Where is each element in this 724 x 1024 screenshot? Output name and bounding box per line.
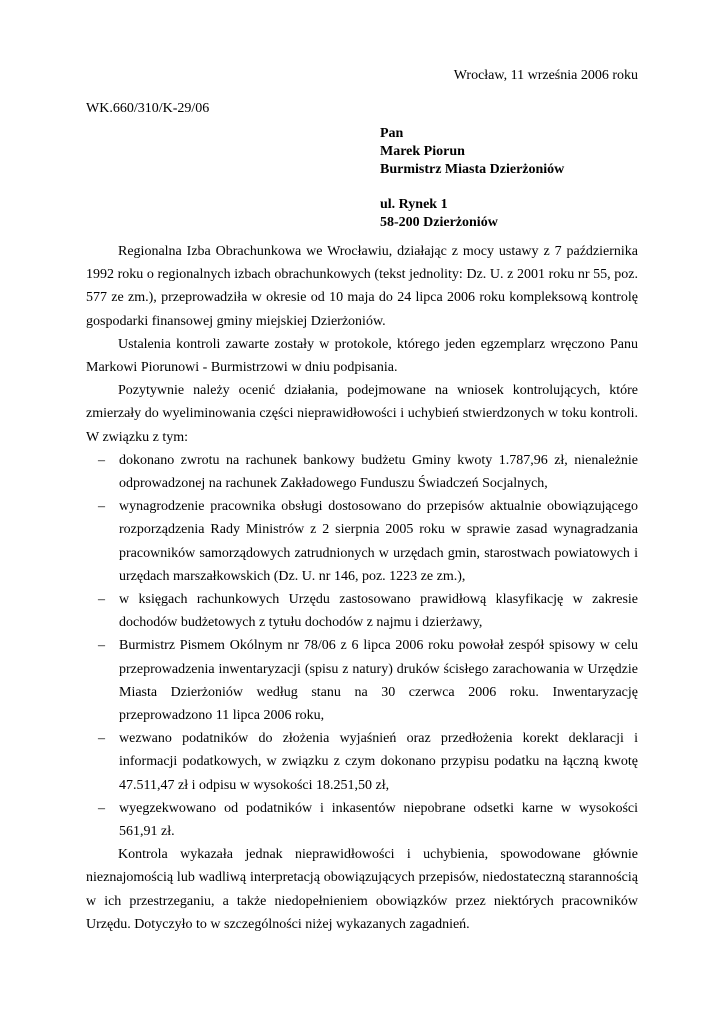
list-item: [86, 449, 638, 495]
paragraph-intro: Regionalna Izba Obrachunkowa we Wrocławiu, działając z mocy ustawy z 7 października 1992 roku o regionalnych izbach obrachunkowych (tekst jednolity: Dz. U. z 2001 roku nr 55, poz. 577 ze zm.), przeprowadziła w okresie od 10 maja do 24 lipca 2006 roku kompleksową kontrolę gospodarki finansowej gminy miejskiej Dzierżoniów.: [86, 244, 638, 329]
list-item-text: dokonano zwrotu na rachunek bankowy budżetu Gminy kwoty 1.787,96 zł, nienależnie odprowadzonej na rachunek Zakładowego Funduszu Świadczeń Socjalnych,: [119, 452, 638, 492]
letter-body: [86, 240, 638, 936]
dash-bullet: –: [98, 452, 105, 468]
paragraph-findings: Kontrola wykazała jednak nieprawidłowości i uchybienia, spowodowane głównie nieznajomością lub wadliwą interpretacją obowiązujących przepisów, niedostateczną starannością w ich przestrzeganiu, a także niedopełnieniem obowiązków przez niektórych pracowników Urzędu. Dotyczyło to w szczególności niżej wykazanych zagadnień.: [86, 847, 638, 932]
dash-bullet: –: [98, 800, 105, 816]
paragraph-positive: Pozytywnie należy ocenić działania, podejmowane na wniosek kontrolujących, które zmierzały do wyeliminowania części nieprawidłowości i uchybień stwierdzonych w toku kontroli. W związku z tym:: [86, 383, 638, 445]
dash-bullet: –: [98, 499, 105, 515]
addressee-street: ul. Rynek 1: [380, 197, 448, 212]
list-item: [86, 495, 638, 588]
paragraph-protocol: Ustalenia kontroli zawarte zostały w protokole, którego jeden egzemplarz wręczono Panu Markowi Piorunowi - Burmistrzowi w dniu podpisania.: [86, 336, 638, 376]
list-item-text: wezwano podatników do złożenia wyjaśnień oraz przedłożenia korekt deklaracji i informacji podatkowych, w związku z czym dokonano przypisu podatku na łączną kwotę 47.511,47 zł i odpisu w wysokości 18.251,50 zł,: [119, 731, 638, 793]
dash-bullet: –: [98, 731, 105, 747]
list-item: [86, 634, 638, 727]
dash-bullet: –: [98, 592, 105, 608]
addressee-gap: [380, 179, 564, 196]
date-line: Wrocław, 11 września 2006 roku: [453, 68, 638, 83]
dash-bullet: –: [98, 638, 105, 654]
list-item: [86, 727, 638, 797]
list-item-text: Burmistrz Pismem Okólnym nr 78/06 z 6 lipca 2006 roku powołał zespół spisowy w celu przeprowadzenia inwentaryzacji (spisu z natury) druków ścisłego zarachowania w Urzędzie Miasta Dzierżoniów według stanu na 30 czerwca 2006 roku. Inwentaryzację przeprowadzono 11 lipca 2006 roku,: [119, 638, 638, 724]
addressee-city: 58-200 Dzierżoniów: [380, 215, 498, 230]
list-item-text: wyegzekwowano od podatników i inkasentów niepobrane odsetki karne w wysokości 561,91 zł.: [119, 800, 638, 840]
list-item: [86, 588, 638, 634]
addressee-salutation: Pan: [380, 126, 404, 141]
list-item-text: w księgach rachunkowych Urzędu zastosowano prawidłową klasyfikację w zakresie dochodów budżetowych z tytułu dochodów z najmu i dzierżawy,: [119, 592, 638, 631]
list-item-text: wynagrodzenie pracownika obsługi dostosowano do przepisów aktualnie obowiązującego rozporządzenia Rady Ministrów z 2 sierpnia 2005 roku w sprawie zasad wynagradzania pracowników samorządowych zatrudnionych w urzędach gmin, starostwach powiatowych i urzędach marszałkowskich (Dz. U. nr 146, poz. 1223 ze zm.),: [119, 499, 638, 584]
addressee-title: Burmistrz Miasta Dzierżoniów: [380, 162, 565, 177]
addressee-block: [380, 125, 564, 232]
actions-list: [86, 449, 638, 843]
addressee-name: Marek Piorun: [380, 144, 465, 159]
reference-number: WK.660/310/K-29/06: [86, 101, 210, 116]
list-item: [86, 797, 638, 843]
